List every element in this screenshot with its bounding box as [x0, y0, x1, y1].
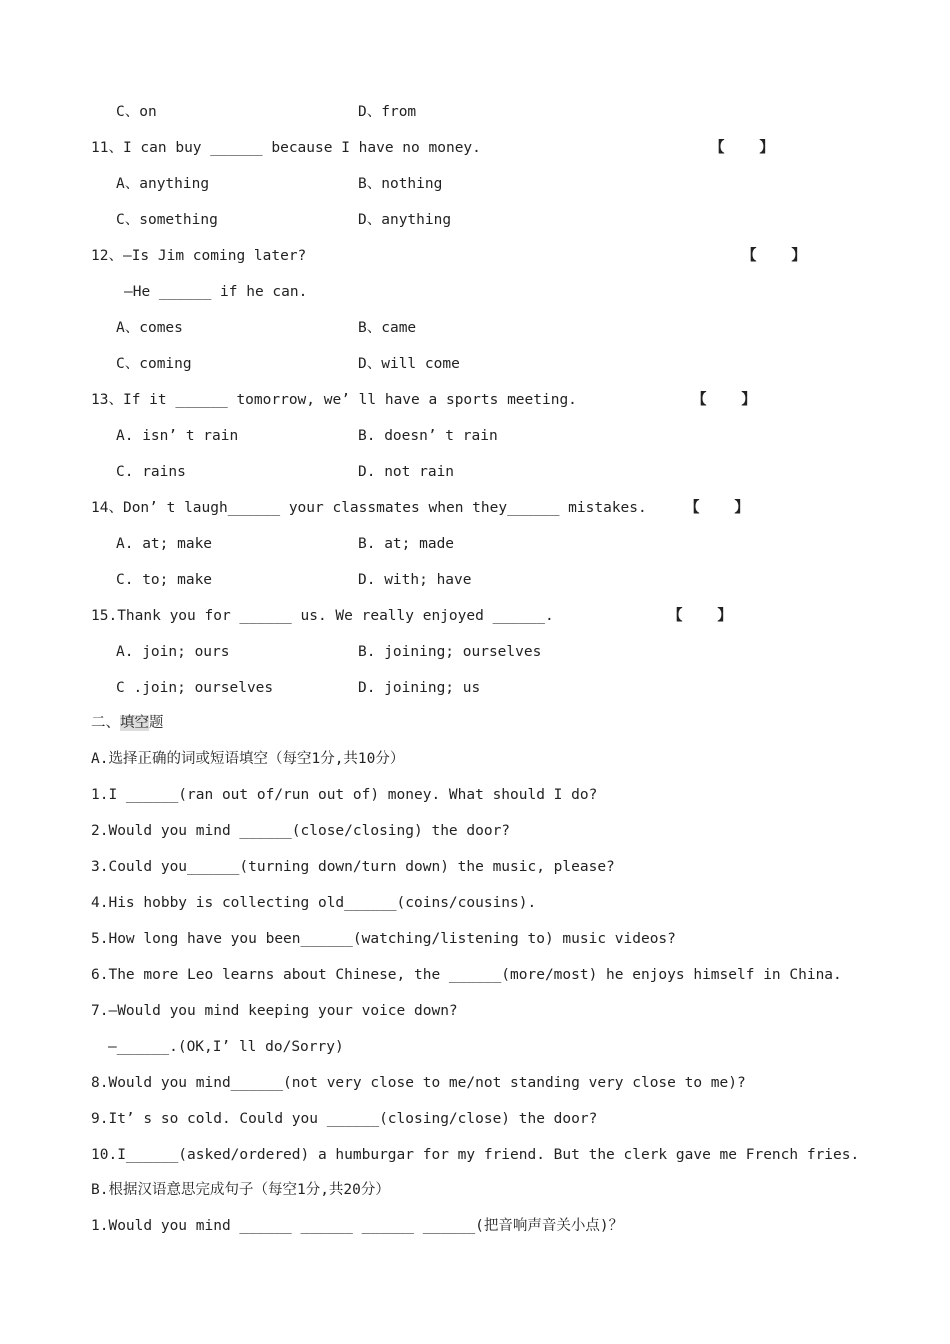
q13-stem: 13、If it ______ tomorrow, we’ ll have a sports meeting. [91, 392, 577, 408]
part-a-item: 3.Could you______(turning down/turn down) the music, please? [91, 859, 615, 875]
part-a-item: 8.Would you mind______(not very close to me/not standing very close to me)? [91, 1075, 746, 1091]
q11-stem: 11、I can buy ______ because I have no money. [91, 140, 481, 156]
q14-option-a: A. at; make [116, 536, 213, 552]
q10-option-d: D、from [358, 104, 417, 120]
q14-option-b: B. at; made [358, 536, 455, 552]
q11-option-b: B、nothing [358, 176, 443, 192]
q15-option-d: D. joining; us [358, 680, 481, 696]
q12-stem: 12、—Is Jim coming later? [91, 248, 307, 264]
part-a-item: 1.I ______(ran out of/run out of) money. What should I do? [91, 787, 598, 803]
section-2-heading [91, 713, 164, 733]
q15-option-b: B. joining; ourselves [358, 644, 542, 660]
part-b-item: 1.Would you mind ______ ______ ______ ______(把音响声音关小点)？ [91, 1218, 624, 1234]
q13-option-a: A. isn’ t rain [116, 428, 239, 444]
q15-answer-bracket: 【 】 [668, 608, 732, 624]
q11-option-a: A、anything [116, 176, 210, 192]
q14-stem: 14、Don’ t laugh______ your classmates when they______ mistakes. [91, 500, 647, 516]
part-a-title: A.选择正确的词或短语填空（每空1分,共10分） [91, 751, 405, 767]
part-a-item-reply: —______.(OK,I’ ll do/Sorry) [108, 1039, 344, 1055]
part-a-item: 7.—Would you mind keeping your voice down? [91, 1003, 458, 1019]
q12-option-c: C、coming [116, 356, 192, 372]
q14-answer-bracket: 【 】 [685, 500, 749, 516]
part-a-item: 9.It’ s so cold. Could you ______(closing/close) the door? [91, 1111, 598, 1127]
part-a-item: 6.The more Leo learns about Chinese, the ______(more/most) he enjoys himself in China. [91, 967, 842, 983]
q14-option-d: D. with; have [358, 572, 472, 588]
part-a-item: 4.His hobby is collecting old______(coins/cousins). [91, 895, 537, 911]
section-2-suffix: 题 [149, 715, 164, 731]
q13-option-b: B. doesn’ t rain [358, 428, 498, 444]
q15-option-a: A. join; ours [116, 644, 230, 660]
part-a-item: 2.Would you mind ______(close/closing) the door? [91, 823, 511, 839]
part-b-title: B.根据汉语意思完成句子（每空1分,共20分） [91, 1182, 390, 1198]
q12-option-b: B、came [358, 320, 417, 336]
section-2-highlight: 填空 [120, 715, 149, 731]
q12-answer-bracket: 【 】 [742, 248, 806, 264]
q11-option-c: C、something [116, 212, 218, 228]
part-a-item: 5.How long have you been______(watching/listening to) music videos? [91, 931, 676, 947]
part-a-item: 10.I______(asked/ordered) a humburgar for my friend. But the clerk gave me French fries. [91, 1147, 860, 1163]
q10-option-c: C、on [116, 104, 157, 120]
q15-stem: 15.Thank you for ______ us. We really enjoyed ______. [91, 608, 554, 624]
q11-option-d: D、anything [358, 212, 452, 228]
q12-stem-reply: —He ______ if he can. [124, 284, 308, 300]
q13-option-d: D. not rain [358, 464, 455, 480]
q14-option-c: C. to; make [116, 572, 213, 588]
q11-answer-bracket: 【 】 [710, 140, 774, 156]
q13-answer-bracket: 【 】 [692, 392, 756, 408]
q13-option-c: C. rains [116, 464, 186, 480]
q12-option-d: D、will come [358, 356, 460, 372]
section-2-prefix: 二、 [91, 715, 120, 731]
q12-option-a: A、comes [116, 320, 183, 336]
q15-option-c: C .join; ourselves [116, 680, 274, 696]
